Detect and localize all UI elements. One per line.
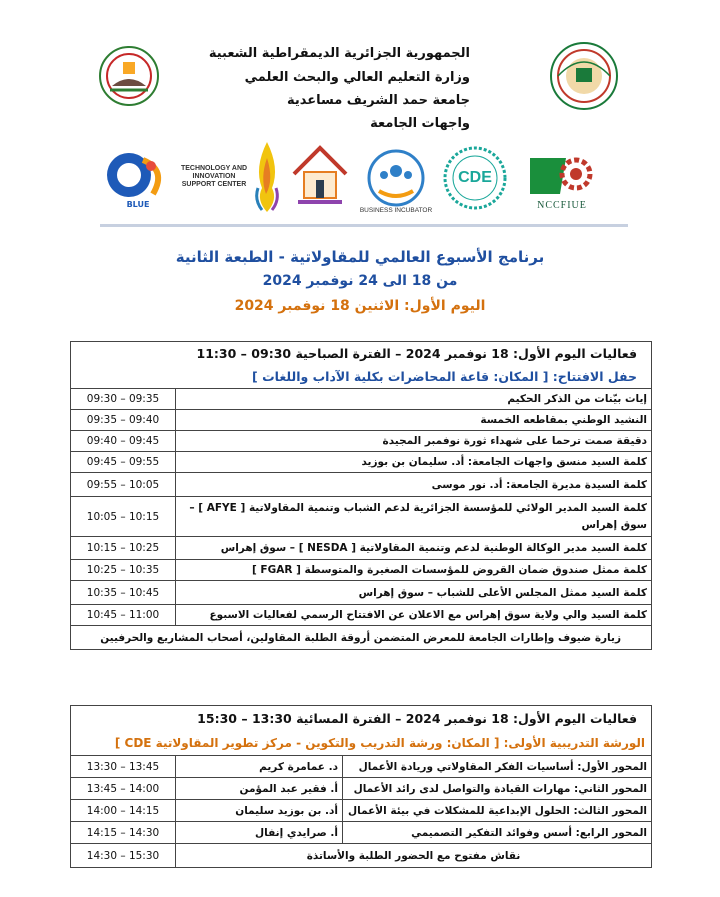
table-row [71,778,652,800]
table-row [71,626,652,650]
row-time: 09:40 – 09:45 [71,431,176,452]
program-title: برنامج الأسبوع العالمي للمقاولاتية - الطبعة الثانية [175,248,545,266]
morning-subheading: حفل الافتتاح: [ المكان: قاعة المحاضرات بكلية الآداب واللغات ] [71,365,652,389]
morning-heading: فعاليات اليوم الأول: 18 نوفمبر 2024 – الفترة الصباحية 09:30 – 11:30 [71,342,652,365]
row-time: 10:45 – 11:00 [71,605,176,626]
faculty-emblem-icon [98,42,160,110]
header-line-2: وزارة التعليم العالي والبحث العلمي [244,70,470,85]
tisc-line-3: SUPPORT CENTER [181,181,247,188]
evening-heading-row [71,706,652,732]
nccfiue-logo [522,146,602,216]
business-incubator-logo [356,143,436,219]
row-time: 13:45 – 14:00 [71,778,176,800]
morning-schedule-table [70,341,652,650]
row-text: كلمة السيدة مديرة الجامعة: أد. نور موسى [176,473,652,497]
house-icon [288,140,352,210]
table-row [71,410,652,431]
table-row [71,581,652,605]
row-time: 14:15 – 14:30 [71,822,176,844]
table-row [71,452,652,473]
tisc-logo [180,155,248,199]
row-time: 10:25 – 10:35 [71,560,176,581]
blue-label: BLUE [126,199,150,209]
blue-logo [100,142,176,216]
incubator-label: BUSINESS INCUBATOR [359,206,433,214]
day-title: اليوم الأول: الاثنين 18 نوفمبر 2024 [234,298,486,314]
table-row [71,800,652,822]
university-emblem-icon [548,40,620,112]
table-row [71,844,652,868]
row-topic: المحور الأول: أساسيات الفكر المقاولاتي وريادة الأعمال [343,756,652,778]
university-logo [548,40,620,112]
incubator-people-icon [367,149,425,207]
cde-label: CDE [458,169,492,186]
table-row [71,822,652,844]
row-time: 10:35 – 10:45 [71,581,176,605]
nccfiue-flag-icon [526,152,598,200]
header-line-3: جامعة حمد الشريف مساعدية [286,93,470,108]
table-row [71,431,652,452]
row-topic: المحور الثالث: الحلول الإبداعية للمشكلات في بيئة الأعمال [343,800,652,822]
morning-subheading-row [71,365,652,389]
row-text: كلمة ممثل صندوق ضمان القروض للمؤسسات الصغيرة والمتوسطة [ FGAR ] [176,560,652,581]
row-time: 14:00 – 14:15 [71,800,176,822]
row-text: كلمة السيد المدير الولائي للمؤسسة الجزائرية لدعم الشباب وتنمية المقاولاتية [ AFYE ] – سوق إهراس [176,497,652,537]
row-time: 09:55 – 10:05 [71,473,176,497]
header-divider [100,224,628,227]
row-text: كلمة السيد مدير الوكالة الوطنية لدعم وتنمية المقاولاتية [ NESDA ] – سوق إهراس [176,537,652,560]
evening-schedule-table [70,705,652,868]
table-row [71,756,652,778]
morning-heading-row [71,342,652,365]
table-row [71,497,652,537]
row-text: إيات بيّنات من الذكر الحكيم [176,389,652,410]
table-row [71,537,652,560]
row-text: النشيد الوطني بمقاطعه الخمسة [176,410,652,431]
table-row [71,389,652,410]
header-line-4: واجهات الجامعة [370,116,470,131]
row-text: دقيقة صمت ترحما على شهداء ثورة نوفمبر المجيدة [176,431,652,452]
row-topic: المحور الرابع: أسس وفوائد التفكير التصميمي [343,822,652,844]
flame-icon [250,138,284,216]
house-logo [288,140,352,210]
row-time: 10:15 – 10:25 [71,537,176,560]
header-line-1: الجمهورية الجزائرية الديمقراطية الشعبية [208,46,470,61]
table-row [71,473,652,497]
tisc-line-2: INNOVATION [192,173,236,180]
evening-heading: فعاليات اليوم الأول: 18 نوفمبر 2024 – الفترة المسائية 13:30 – 15:30 [71,706,652,732]
row-text: كلمة السيد منسق واجهات الجامعة: أد. سليمان بن بوزيد [176,452,652,473]
morning-final-row: زيارة ضيوف وإطارات الجامعة للمعرض المتضمن أروقة الطلبة المقاولين، أصحاب المشاريع والحرفيين [71,626,652,650]
evening-subheading-row [71,732,652,756]
row-speaker: أد. بن بوزيد سليمان [176,800,343,822]
tisc-line-1: TECHNOLOGY AND [180,165,248,172]
program-dates: من 18 الى 24 نوفمبر 2024 [262,273,458,289]
faculty-logo [98,42,160,110]
row-time: 14:30 – 15:30 [71,844,176,868]
row-time: 10:05 – 10:15 [71,497,176,537]
flame-logo [250,138,284,216]
row-topic: نقاش مفتوح مع الحضور الطلبة والأساتذة [176,844,652,868]
row-time: 13:30 – 13:45 [71,756,176,778]
row-speaker: أ. فقير عبد المؤمن [176,778,343,800]
row-text: كلمة السيد ممثل المجلس الأعلى للشباب – سوق إهراس [176,581,652,605]
row-time: 09:35 – 09:40 [71,410,176,431]
row-time: 09:45 – 09:55 [71,452,176,473]
row-speaker: أ. صرايدي إنفال [176,822,343,844]
row-time: 09:30 – 09:35 [71,389,176,410]
nccfiue-label: NCCFIUE [537,199,587,211]
evening-subheading: الورشة التدريبية الأولى: [ المكان: ورشة التدريب والتكوين - مركز تطوير المقاولاتية CDE ] [71,732,652,756]
row-text: كلمة السيد والي ولاية سوق إهراس مع الاعلان عن الافتتاح الرسمي لفعاليات الاسبوع [176,605,652,626]
cde-logo [440,145,510,211]
blue-emblem-icon [103,150,173,200]
table-row [71,605,652,626]
row-speaker: د. عمامرة كريم [176,756,343,778]
row-topic: المحور الثاني: مهارات القيادة والتواصل لدى رائد الأعمال [343,778,652,800]
table-row [71,560,652,581]
